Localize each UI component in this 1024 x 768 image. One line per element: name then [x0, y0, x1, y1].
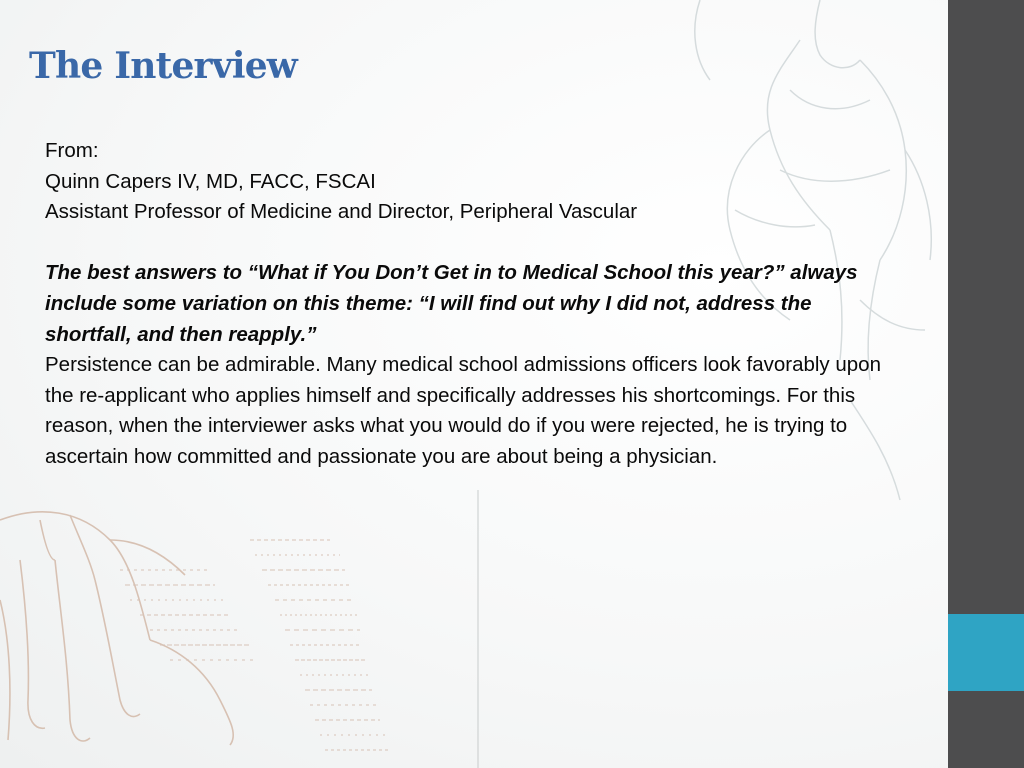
hand-sketch	[0, 512, 233, 745]
slide-body	[45, 136, 895, 473]
sidebar-accent-block	[948, 614, 1024, 691]
body-paragraph: Persistence can be admirable. Many medical school admissions officers look favorably upon the re-applicant who applies himself and specifically addresses his shortcomings. For this reason, when the interviewer asks what you would do if you were rejected, he is trying to ascertain how committed and passionate you are about being a physician.	[45, 353, 881, 468]
from-label: From:	[45, 139, 99, 162]
author-name: Quinn Capers IV, MD, FACC, FSCAI	[45, 169, 376, 193]
quote-text: The best answers to “What if You Don’t Get in to Medical School this year?” always include some variation on this theme: “I will find out why I did not, address the shortfall, and then reapply.”	[45, 261, 858, 346]
author-position: Assistant Professor of Medicine and Director, Peripheral Vascular	[45, 200, 638, 224]
spacer	[45, 228, 895, 259]
handwriting-sketch	[120, 540, 390, 750]
slide-title: The Interview	[29, 45, 298, 87]
